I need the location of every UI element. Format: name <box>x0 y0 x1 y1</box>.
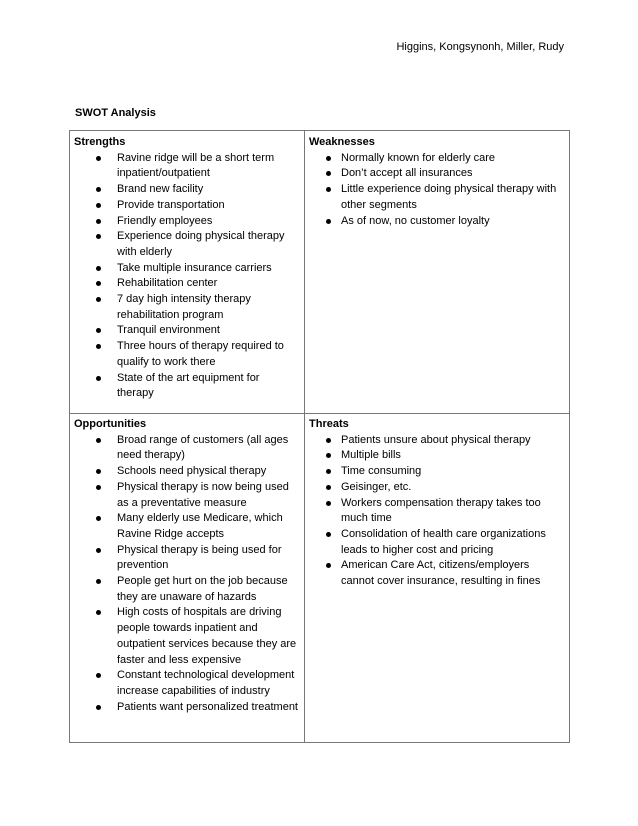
threats-heading: Threats <box>309 418 349 430</box>
threats-cell <box>305 413 569 742</box>
bullet-icon <box>96 187 101 192</box>
bullet-icon <box>96 266 101 271</box>
bullet-icon <box>96 344 101 349</box>
strengths-list <box>74 151 298 402</box>
list-item <box>309 166 563 182</box>
list-item <box>74 574 298 605</box>
strengths-cell <box>70 131 305 413</box>
list-item-text: Little experience doing physical therapy with other segments <box>341 183 557 211</box>
list-item <box>309 480 563 496</box>
list-item <box>74 182 298 198</box>
list-item <box>74 214 298 230</box>
bullet-icon <box>326 453 331 458</box>
list-item-text: Friendly employees <box>117 214 213 227</box>
list-item <box>74 464 298 480</box>
list-item-text: Constant technological development increase capabilities of industry <box>117 669 295 697</box>
list-item <box>74 292 298 323</box>
page-header-authors: Higgins, Kongsynonh, Miller, Rudy <box>396 41 564 53</box>
list-item <box>309 151 563 167</box>
weaknesses-heading: Weaknesses <box>309 136 375 148</box>
list-item-text: Patients want personalized treatment <box>117 700 298 713</box>
document-title: SWOT Analysis <box>75 107 156 119</box>
bullet-icon <box>326 156 331 161</box>
bullet-icon <box>96 376 101 381</box>
list-item <box>74 371 298 402</box>
list-item-text: As of now, no customer loyalty <box>341 214 490 227</box>
bullet-icon <box>96 297 101 302</box>
bullet-icon <box>96 328 101 333</box>
bullet-icon <box>96 203 101 208</box>
bullet-icon <box>96 673 101 678</box>
list-item-text: Take multiple insurance carriers <box>117 261 272 274</box>
list-item-text: Workers compensation therapy takes too much time <box>341 496 541 525</box>
list-item-text: Physical therapy is now being used as a preventative measure <box>117 480 289 509</box>
list-item-text: Many elderly use Medicare, which Ravine Ridge accepts <box>117 512 283 540</box>
bullet-icon <box>96 469 101 474</box>
bullet-icon <box>96 438 101 443</box>
list-item <box>74 323 298 339</box>
list-item-text: Broad range of customers (all ages need therapy) <box>117 433 289 462</box>
list-item <box>74 198 298 214</box>
strengths-heading: Strengths <box>74 136 126 148</box>
list-item <box>309 214 563 230</box>
list-item-text: Time consuming <box>341 465 422 478</box>
bullet-icon <box>96 705 101 710</box>
list-item <box>74 261 298 277</box>
list-item <box>74 433 298 464</box>
bullet-icon <box>326 171 331 176</box>
list-item <box>74 668 298 699</box>
list-item-text: Geisinger, etc. <box>341 480 412 493</box>
bullet-icon <box>326 485 331 490</box>
list-item-text: Rehabilitation center <box>117 277 218 290</box>
weaknesses-list <box>309 151 563 230</box>
list-item-text: Provide transportation <box>117 198 225 211</box>
bullet-icon <box>96 485 101 490</box>
list-item-text: Schools need physical therapy <box>117 465 267 478</box>
bullet-icon <box>96 234 101 239</box>
list-item <box>74 543 298 574</box>
list-item-text: American Care Act, citizens/employers cannot cover insurance, resulting in fines <box>341 559 541 588</box>
list-item-text: Physical therapy is being used for prevention <box>117 543 282 572</box>
bullet-icon <box>96 156 101 161</box>
bullet-icon <box>96 548 101 553</box>
swot-row-external <box>70 413 569 742</box>
list-item <box>74 480 298 511</box>
bullet-icon <box>326 501 331 506</box>
bullet-icon <box>326 469 331 474</box>
list-item-text: Three hours of therapy required to qualify to work there <box>117 340 284 368</box>
list-item <box>74 605 298 668</box>
list-item <box>309 464 563 480</box>
bullet-icon <box>96 516 101 521</box>
list-item-text: Don’t accept all insurances <box>341 167 473 180</box>
bullet-icon <box>326 187 331 192</box>
bullet-icon <box>326 438 331 443</box>
bullet-icon <box>326 563 331 568</box>
bullet-icon <box>96 281 101 286</box>
list-item <box>309 527 563 558</box>
list-item-text: Patients unsure about physical therapy <box>341 433 531 446</box>
list-item-text: Ravine ridge will be a short term inpatient/outpatient <box>117 151 275 180</box>
weaknesses-cell <box>305 131 569 413</box>
list-item-text: Consolidation of health care organizations leads to higher cost and pricing <box>341 527 546 556</box>
list-item <box>74 511 298 542</box>
list-item-text: Experience doing physical therapy with elderly <box>117 230 285 258</box>
swot-row-internal <box>70 131 569 414</box>
list-item-text: Multiple bills <box>341 449 401 462</box>
list-item <box>309 182 563 213</box>
list-item-text: People get hurt on the job because they are unaware of hazards <box>117 575 288 603</box>
list-item-text: 7 day high intensity therapy rehabilitation program <box>117 293 251 321</box>
list-item <box>309 558 563 589</box>
bullet-icon <box>96 579 101 584</box>
bullet-icon <box>96 610 101 615</box>
list-item-text: Brand new facility <box>117 183 204 196</box>
list-item <box>74 151 298 182</box>
bullet-icon <box>96 219 101 224</box>
list-item <box>309 433 563 449</box>
list-item <box>309 496 563 527</box>
bullet-icon <box>326 219 331 224</box>
opportunities-cell <box>70 413 305 742</box>
threats-list <box>309 433 563 590</box>
list-item <box>74 339 298 370</box>
bullet-icon <box>326 532 331 537</box>
opportunities-list <box>74 433 298 716</box>
list-item <box>74 700 298 716</box>
list-item-text: Tranquil environment <box>117 324 220 337</box>
opportunities-heading: Opportunities <box>74 418 147 430</box>
list-item-text: High costs of hospitals are driving people towards inpatient and outpatient services because they are faster and less expensive <box>117 606 297 666</box>
swot-table <box>69 130 570 743</box>
list-item <box>309 448 563 464</box>
list-item-text: Normally known for elderly care <box>341 151 496 164</box>
list-item <box>74 276 298 292</box>
list-item <box>74 229 298 260</box>
list-item-text: State of the art equipment for therapy <box>117 371 260 400</box>
